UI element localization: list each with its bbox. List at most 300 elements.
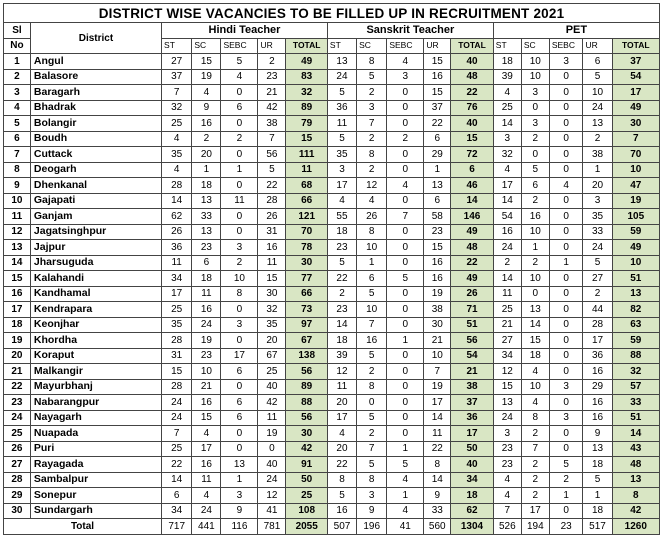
- hindi-total-cell: 68: [286, 178, 327, 194]
- table-row: [4, 100, 660, 116]
- district-name-cell: Bhadrak: [30, 100, 161, 116]
- pet-sebc-cell: 0: [549, 348, 583, 364]
- sanskrit-ur-cell: 29: [424, 147, 451, 163]
- sanskrit-sc-cell: 6: [357, 271, 387, 287]
- district-name-cell: Kandhamal: [30, 286, 161, 302]
- hindi-sc-cell: 16: [192, 116, 221, 132]
- hindi-ur-cell: 0: [258, 441, 286, 457]
- pet-st-cell: 14: [493, 116, 521, 132]
- hindi-sc-cell: 19: [192, 333, 221, 349]
- district-name-cell: Angul: [30, 54, 161, 70]
- pet-st-cell: 11: [493, 286, 521, 302]
- hindi-ur-cell: 30: [258, 286, 286, 302]
- hindi-ur-cell: 26: [258, 209, 286, 225]
- hindi-ur-cell: 24: [258, 472, 286, 488]
- hindi-st-cell: 22: [162, 457, 192, 473]
- pet-sc-cell: 4: [521, 364, 549, 380]
- pet-sc-cell: 7: [521, 441, 549, 457]
- pet-sc-cell: 3: [521, 116, 549, 132]
- pet-ur-cell: 24: [583, 100, 612, 116]
- hindi-st-cell: 14: [162, 472, 192, 488]
- district-name-cell: Koraput: [30, 348, 161, 364]
- hindi-sebc-cell: 8: [221, 286, 258, 302]
- pet-sc-cell: 4: [521, 395, 549, 411]
- sanskrit-total-cell: 38: [451, 379, 494, 395]
- sanskrit-sc-cell: 12: [357, 178, 387, 194]
- sanskrit-st-cell: 5: [327, 85, 356, 101]
- pet-ur-cell: 28: [583, 317, 612, 333]
- hindi-ur-cell: 19: [258, 426, 286, 442]
- pet-ur-cell: 1: [583, 488, 612, 504]
- pet-st-cell: 15: [493, 379, 521, 395]
- district-name-cell: Baragarh: [30, 85, 161, 101]
- pet-total-cell: 14: [612, 426, 659, 442]
- sl-header: Sl: [4, 23, 31, 39]
- hindi-sebc-cell: 0: [221, 209, 258, 225]
- hindi-sebc-cell: 6: [221, 364, 258, 380]
- pet-sebc-cell: 0: [549, 209, 583, 225]
- district-name-cell: Khordha: [30, 333, 161, 349]
- sanskrit-st-cell: 39: [327, 348, 356, 364]
- table-row: [4, 116, 660, 132]
- sanskrit-sc-cell: 2: [357, 131, 387, 147]
- sanskrit-st-cell: 24: [327, 69, 356, 85]
- sanskrit-st-cell: 2: [327, 286, 356, 302]
- sanskrit-st-total-cell: 507: [327, 519, 356, 535]
- pet-st-cell: 34: [493, 348, 521, 364]
- sanskrit-sebc-cell: 0: [387, 379, 424, 395]
- hindi-ur-cell: 5: [258, 162, 286, 178]
- table-row: [4, 69, 660, 85]
- pet-ur-cell: 36: [583, 348, 612, 364]
- hindi-ur-cell: 2: [258, 54, 286, 70]
- hindi-sebc-cell: 5: [221, 54, 258, 70]
- sanskrit-sc-cell: 0: [357, 395, 387, 411]
- sanskrit-ur-header: UR: [424, 38, 451, 54]
- sanskrit-sebc-cell: 0: [387, 302, 424, 318]
- pet-sebc-header: SEBC: [549, 38, 583, 54]
- pet-sebc-cell: 5: [549, 457, 583, 473]
- pet-total-cell: 43: [612, 441, 659, 457]
- hindi-total-cell: 97: [286, 317, 327, 333]
- pet-st-cell: 14: [493, 193, 521, 209]
- sl-no-cell: 9: [4, 178, 31, 194]
- pet-total-cell: 13: [612, 472, 659, 488]
- hindi-total-total-cell: 2055: [286, 519, 327, 535]
- sanskrit-ur-cell: 21: [424, 333, 451, 349]
- table-row: [4, 224, 660, 240]
- hindi-sebc-cell: 2: [221, 131, 258, 147]
- hindi-total-cell: 91: [286, 457, 327, 473]
- sl-no-cell: 7: [4, 147, 31, 163]
- sl-no-cell: 3: [4, 85, 31, 101]
- table-row: [4, 255, 660, 271]
- district-name-cell: Sundargarh: [30, 503, 161, 519]
- pet-total-cell: 51: [612, 410, 659, 426]
- sanskrit-sc-cell: 3: [357, 100, 387, 116]
- pet-sebc-cell: 0: [549, 317, 583, 333]
- sanskrit-sebc-cell: 7: [387, 209, 424, 225]
- hindi-sebc-cell: 0: [221, 426, 258, 442]
- sanskrit-ur-cell: 7: [424, 364, 451, 380]
- pet-st-cell: 2: [493, 255, 521, 271]
- sanskrit-total-cell: 37: [451, 395, 494, 411]
- hindi-st-cell: 35: [162, 147, 192, 163]
- district-name-cell: Mayurbhanj: [30, 379, 161, 395]
- hindi-ur-total-cell: 781: [258, 519, 286, 535]
- sl-no-cell: 15: [4, 271, 31, 287]
- table-row: [4, 240, 660, 256]
- sanskrit-st-cell: 11: [327, 116, 356, 132]
- table-row: [4, 503, 660, 519]
- hindi-sebc-cell: 0: [221, 85, 258, 101]
- sanskrit-sc-cell: 10: [357, 240, 387, 256]
- hindi-sc-cell: 11: [192, 472, 221, 488]
- pet-sebc-cell: 0: [549, 441, 583, 457]
- pet-sc-cell: 1: [521, 240, 549, 256]
- hindi-sebc-cell: 3: [221, 317, 258, 333]
- hindi-ur-cell: 35: [258, 317, 286, 333]
- pet-st-cell: 39: [493, 69, 521, 85]
- pet-total-header: TOTAL: [612, 38, 659, 54]
- sanskrit-ur-cell: 19: [424, 379, 451, 395]
- sanskrit-sc-cell: 16: [357, 333, 387, 349]
- hindi-st-cell: 28: [162, 379, 192, 395]
- sanskrit-total-cell: 46: [451, 178, 494, 194]
- sl-no-cell: 13: [4, 240, 31, 256]
- pet-st-cell: 4: [493, 472, 521, 488]
- hindi-st-cell: 6: [162, 488, 192, 504]
- sanskrit-ur-cell: 6: [424, 131, 451, 147]
- sanskrit-sc-header: SC: [357, 38, 387, 54]
- sanskrit-sc-cell: 5: [357, 286, 387, 302]
- table-row: [4, 472, 660, 488]
- hindi-ur-cell: 40: [258, 379, 286, 395]
- sanskrit-sc-cell: 8: [357, 224, 387, 240]
- sanskrit-st-cell: 5: [327, 488, 356, 504]
- sanskrit-st-cell: 18: [327, 224, 356, 240]
- hindi-total-cell: 11: [286, 162, 327, 178]
- pet-ur-cell: 20: [583, 178, 612, 194]
- pet-sebc-cell: 0: [549, 426, 583, 442]
- pet-sc-cell: 10: [521, 379, 549, 395]
- sanskrit-sebc-cell: 0: [387, 100, 424, 116]
- pet-sebc-cell: 0: [549, 333, 583, 349]
- hindi-ur-cell: 28: [258, 193, 286, 209]
- table-row: [4, 395, 660, 411]
- hindi-total-cell: 56: [286, 410, 327, 426]
- pet-total-cell: 59: [612, 224, 659, 240]
- pet-sebc-cell: 1: [549, 488, 583, 504]
- sanskrit-sebc-cell: 0: [387, 395, 424, 411]
- sanskrit-total-cell: 22: [451, 85, 494, 101]
- sl-no-cell: 30: [4, 503, 31, 519]
- pet-sc-cell: 2: [521, 488, 549, 504]
- hindi-st-cell: 17: [162, 286, 192, 302]
- hindi-sc-cell: 20: [192, 147, 221, 163]
- district-name-cell: Puri: [30, 441, 161, 457]
- sanskrit-sc-cell: 9: [357, 503, 387, 519]
- pet-total-cell: 42: [612, 503, 659, 519]
- sanskrit-sc-cell: 5: [357, 457, 387, 473]
- pet-ur-cell: 2: [583, 131, 612, 147]
- pet-st-cell: 16: [493, 224, 521, 240]
- district-name-cell: Malkangir: [30, 364, 161, 380]
- sl-no-cell: 12: [4, 224, 31, 240]
- sanskrit-total-cell: 15: [451, 131, 494, 147]
- pet-ur-cell: 17: [583, 333, 612, 349]
- sanskrit-total-cell: 34: [451, 472, 494, 488]
- hindi-sebc-cell: 11: [221, 193, 258, 209]
- total-label: Total: [4, 519, 162, 535]
- hindi-st-cell: 31: [162, 348, 192, 364]
- hindi-sc-cell: 1: [192, 162, 221, 178]
- sl-no-cell: 11: [4, 209, 31, 225]
- pet-sc-cell: 0: [521, 286, 549, 302]
- sanskrit-ur-cell: 58: [424, 209, 451, 225]
- pet-ur-cell: 10: [583, 85, 612, 101]
- hindi-ur-cell: 40: [258, 457, 286, 473]
- sanskrit-ur-cell: 1: [424, 162, 451, 178]
- pet-sc-cell: 10: [521, 54, 549, 70]
- hindi-sebc-cell: 2: [221, 255, 258, 271]
- pet-ur-cell: 6: [583, 54, 612, 70]
- pet-st-cell: 23: [493, 457, 521, 473]
- pet-st-cell: 14: [493, 271, 521, 287]
- table-row: [4, 178, 660, 194]
- sanskrit-total-cell: 48: [451, 69, 494, 85]
- sanskrit-total-cell: 22: [451, 255, 494, 271]
- hindi-sc-cell: 18: [192, 271, 221, 287]
- table-row: [4, 488, 660, 504]
- hindi-sc-cell: 13: [192, 193, 221, 209]
- hindi-total-cell: 121: [286, 209, 327, 225]
- district-name-cell: Gajapati: [30, 193, 161, 209]
- district-name-cell: Nuapada: [30, 426, 161, 442]
- sanskrit-sc-cell: 8: [357, 472, 387, 488]
- sl-no-cell: 24: [4, 410, 31, 426]
- pet-sebc-cell: 2: [549, 472, 583, 488]
- sanskrit-total-cell: 50: [451, 441, 494, 457]
- sanskrit-st-cell: 23: [327, 240, 356, 256]
- pet-ur-cell: 27: [583, 271, 612, 287]
- sanskrit-sebc-cell: 4: [387, 178, 424, 194]
- hindi-sc-total-cell: 441: [192, 519, 221, 535]
- sl-no-cell: 20: [4, 348, 31, 364]
- pet-st-cell: 24: [493, 410, 521, 426]
- sanskrit-st-cell: 17: [327, 410, 356, 426]
- sl-no-cell: 14: [4, 255, 31, 271]
- sanskrit-sebc-cell: 0: [387, 364, 424, 380]
- hindi-ur-cell: 42: [258, 395, 286, 411]
- sanskrit-sebc-total-cell: 41: [387, 519, 424, 535]
- hindi-total-cell: 32: [286, 85, 327, 101]
- hindi-sc-cell: 11: [192, 286, 221, 302]
- pet-total-cell: 37: [612, 54, 659, 70]
- sanskrit-st-cell: 8: [327, 472, 356, 488]
- hindi-st-cell: 14: [162, 193, 192, 209]
- hindi-total-cell: 89: [286, 379, 327, 395]
- table-row: [4, 317, 660, 333]
- pet-sc-cell: 13: [521, 302, 549, 318]
- sanskrit-ur-total-cell: 560: [424, 519, 451, 535]
- sanskrit-sebc-cell: 1: [387, 333, 424, 349]
- sl-no-cell: 4: [4, 100, 31, 116]
- pet-ur-total-cell: 517: [583, 519, 612, 535]
- hindi-total-cell: 78: [286, 240, 327, 256]
- hindi-sebc-cell: 0: [221, 302, 258, 318]
- sl-no-cell: 27: [4, 457, 31, 473]
- hindi-sc-cell: 16: [192, 457, 221, 473]
- pet-sebc-cell: 3: [549, 379, 583, 395]
- pet-sc-total-cell: 194: [521, 519, 549, 535]
- pet-total-cell: 17: [612, 85, 659, 101]
- hindi-sc-cell: 21: [192, 379, 221, 395]
- pet-st-cell: 4: [493, 162, 521, 178]
- sanskrit-sebc-cell: 0: [387, 240, 424, 256]
- hindi-st-cell: 28: [162, 333, 192, 349]
- hindi-sc-cell: 6: [192, 255, 221, 271]
- sanskrit-st-cell: 20: [327, 441, 356, 457]
- sanskrit-total-cell: 18: [451, 488, 494, 504]
- hindi-sebc-cell: 1: [221, 162, 258, 178]
- sanskrit-ur-cell: 15: [424, 54, 451, 70]
- sanskrit-total-cell: 6: [451, 162, 494, 178]
- hindi-ur-cell: 15: [258, 271, 286, 287]
- sanskrit-total-cell: 76: [451, 100, 494, 116]
- hindi-sebc-cell: 17: [221, 348, 258, 364]
- pet-st-cell: 54: [493, 209, 521, 225]
- hindi-sebc-header: SEBC: [221, 38, 258, 54]
- sanskrit-ur-cell: 16: [424, 255, 451, 271]
- sanskrit-st-cell: 3: [327, 162, 356, 178]
- sanskrit-sebc-cell: 0: [387, 286, 424, 302]
- district-name-cell: Keonjhar: [30, 317, 161, 333]
- sanskrit-sebc-cell: 0: [387, 147, 424, 163]
- sanskrit-st-cell: 20: [327, 395, 356, 411]
- hindi-ur-cell: 25: [258, 364, 286, 380]
- pet-st-cell: 3: [493, 131, 521, 147]
- district-name-cell: Dhenkanal: [30, 178, 161, 194]
- table-row: [4, 286, 660, 302]
- pet-ur-cell: 16: [583, 364, 612, 380]
- sanskrit-ur-cell: 16: [424, 69, 451, 85]
- hindi-st-cell: 32: [162, 100, 192, 116]
- pet-total-cell: 51: [612, 271, 659, 287]
- pet-ur-cell: 16: [583, 395, 612, 411]
- pet-total-cell: 47: [612, 178, 659, 194]
- pet-sebc-cell: 0: [549, 116, 583, 132]
- pet-st-cell: 3: [493, 426, 521, 442]
- sanskrit-sebc-cell: 0: [387, 162, 424, 178]
- hindi-sebc-cell: 13: [221, 457, 258, 473]
- hindi-ur-cell: 38: [258, 116, 286, 132]
- sanskrit-sc-cell: 7: [357, 441, 387, 457]
- sanskrit-ur-cell: 9: [424, 488, 451, 504]
- sanskrit-sebc-cell: 0: [387, 317, 424, 333]
- pet-sc-cell: 6: [521, 178, 549, 194]
- hindi-sebc-cell: 1: [221, 472, 258, 488]
- pet-ur-cell: 38: [583, 147, 612, 163]
- sanskrit-sc-cell: 3: [357, 488, 387, 504]
- sanskrit-st-cell: 18: [327, 333, 356, 349]
- sanskrit-st-cell: 4: [327, 426, 356, 442]
- hindi-st-cell: 34: [162, 271, 192, 287]
- hindi-total-cell: 49: [286, 54, 327, 70]
- district-name-cell: Nayagarh: [30, 410, 161, 426]
- pet-sc-cell: 16: [521, 209, 549, 225]
- hindi-ur-cell: 16: [258, 240, 286, 256]
- pet-ur-cell: 18: [583, 503, 612, 519]
- sanskrit-sebc-cell: 4: [387, 54, 424, 70]
- pet-sebc-cell: 0: [549, 240, 583, 256]
- district-name-cell: Jharsuguda: [30, 255, 161, 271]
- pet-total-cell: 32: [612, 364, 659, 380]
- hindi-ur-cell: 56: [258, 147, 286, 163]
- hindi-ur-cell: 42: [258, 100, 286, 116]
- pet-sebc-cell: 0: [549, 193, 583, 209]
- pet-ur-cell: 35: [583, 209, 612, 225]
- table-row: [4, 333, 660, 349]
- sanskrit-st-cell: 12: [327, 364, 356, 380]
- pet-st-cell: 17: [493, 178, 521, 194]
- pet-sebc-cell: 3: [549, 54, 583, 70]
- sanskrit-st-cell: 35: [327, 147, 356, 163]
- sl-no-cell: 1: [4, 54, 31, 70]
- hindi-total-cell: 111: [286, 147, 327, 163]
- sanskrit-ur-cell: 33: [424, 503, 451, 519]
- sanskrit-st-cell: 22: [327, 271, 356, 287]
- hindi-total-cell: 108: [286, 503, 327, 519]
- district-name-cell: Nabarangpur: [30, 395, 161, 411]
- sanskrit-sebc-cell: 0: [387, 426, 424, 442]
- sanskrit-total-cell: 17: [451, 426, 494, 442]
- pet-sc-cell: 5: [521, 162, 549, 178]
- pet-ur-header: UR: [583, 38, 612, 54]
- sanskrit-st-cell: 14: [327, 317, 356, 333]
- sanskrit-total-cell: 48: [451, 240, 494, 256]
- pet-st-cell: 21: [493, 317, 521, 333]
- sanskrit-ur-cell: 16: [424, 271, 451, 287]
- hindi-total-cell: 66: [286, 193, 327, 209]
- pet-total-cell: 105: [612, 209, 659, 225]
- hindi-sc-cell: 15: [192, 410, 221, 426]
- hindi-ur-cell: 22: [258, 178, 286, 194]
- hindi-ur-cell: 11: [258, 410, 286, 426]
- pet-st-header: ST: [493, 38, 521, 54]
- pet-header: PET: [493, 23, 659, 39]
- pet-sebc-cell: 0: [549, 395, 583, 411]
- sl-no-cell: 18: [4, 317, 31, 333]
- vacancy-table: [3, 3, 660, 535]
- pet-ur-cell: 2: [583, 286, 612, 302]
- sanskrit-sebc-cell: 5: [387, 457, 424, 473]
- sanskrit-sc-cell: 2: [357, 85, 387, 101]
- pet-sc-cell: 8: [521, 410, 549, 426]
- pet-sebc-cell: 0: [549, 302, 583, 318]
- hindi-st-cell: 35: [162, 317, 192, 333]
- pet-sc-cell: 10: [521, 69, 549, 85]
- pet-sc-header: SC: [521, 38, 549, 54]
- sanskrit-ur-cell: 38: [424, 302, 451, 318]
- sanskrit-st-cell: 13: [327, 54, 356, 70]
- table-row: [4, 348, 660, 364]
- hindi-ur-cell: 31: [258, 224, 286, 240]
- pet-sc-cell: 0: [521, 100, 549, 116]
- pet-sc-cell: 3: [521, 85, 549, 101]
- hindi-st-total-cell: 717: [162, 519, 192, 535]
- pet-sebc-cell: 0: [549, 131, 583, 147]
